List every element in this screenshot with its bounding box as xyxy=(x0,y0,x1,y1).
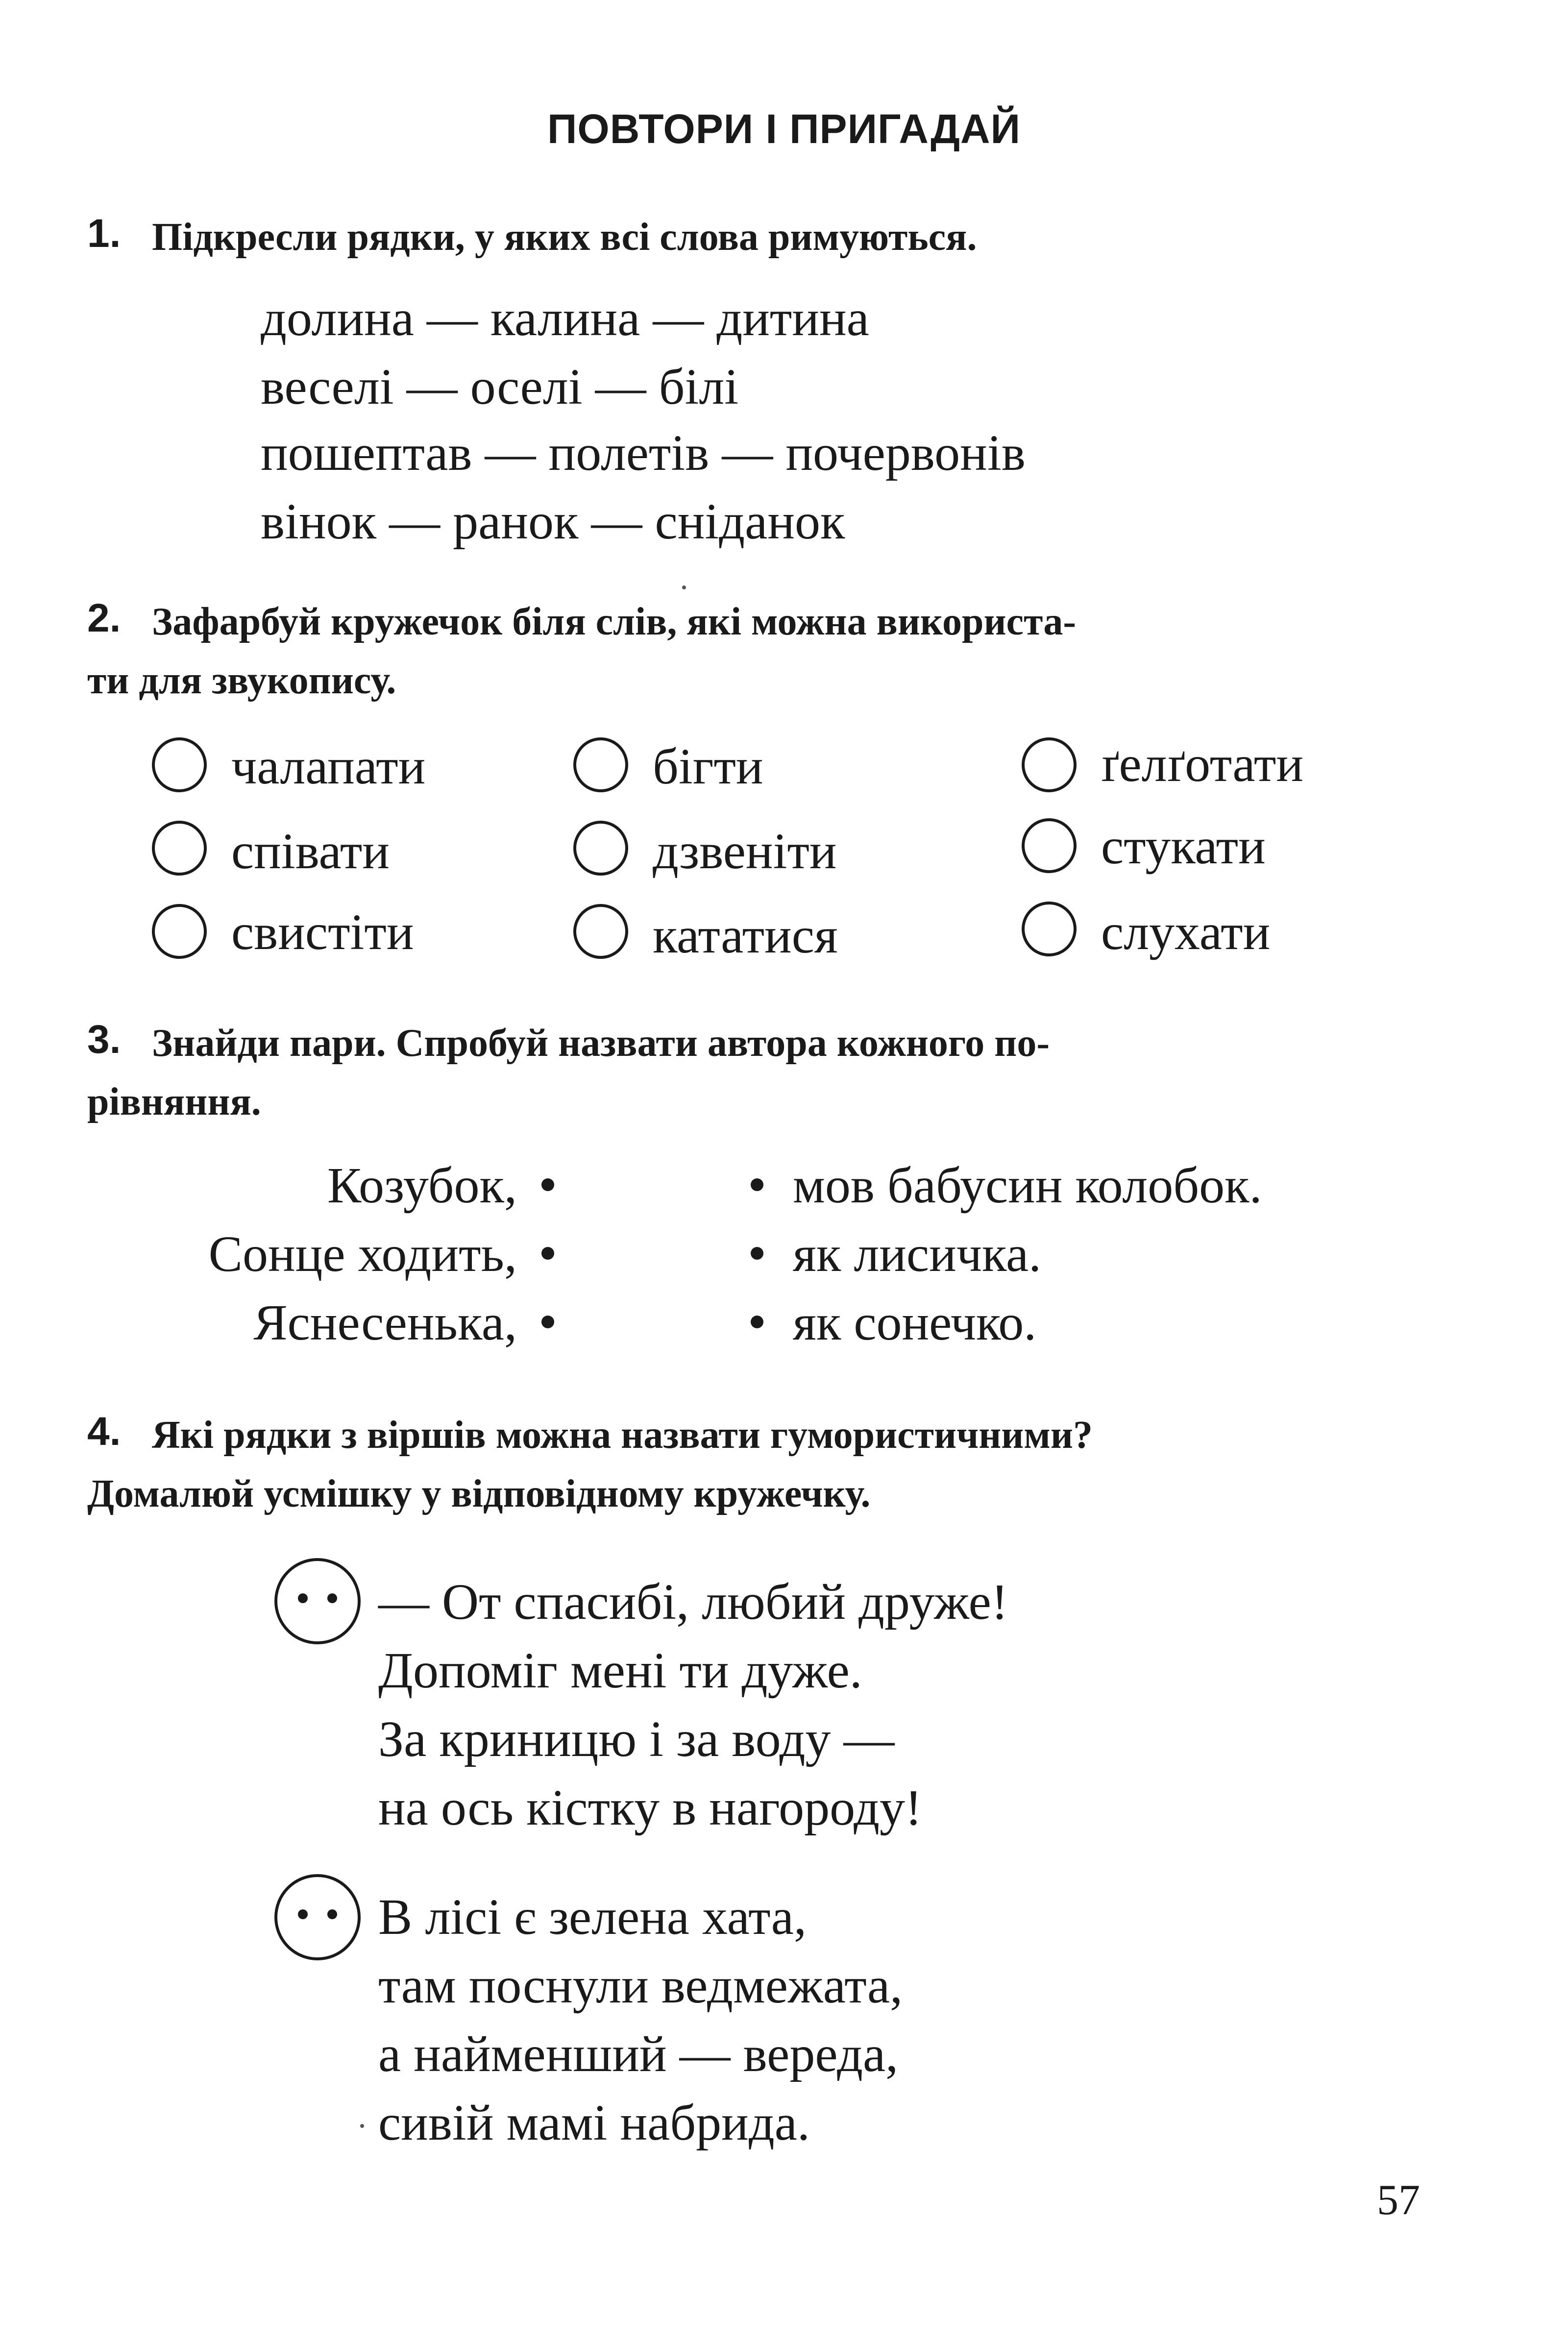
page-number: 57 xyxy=(1377,2176,1420,2224)
poem-1-line: Допоміг мені ти дуже. xyxy=(378,1642,862,1699)
task-2-word: стукати xyxy=(1101,818,1266,875)
task-2-word: бігти xyxy=(653,738,763,795)
smiley-face-circle-2[interactable] xyxy=(274,1874,361,1960)
task-2-word: дзвеніти xyxy=(653,823,837,879)
print-speck xyxy=(682,586,686,589)
task-2-word: кататися xyxy=(653,907,838,964)
task-2-word: свистіти xyxy=(231,904,414,960)
task-1-number: 1. xyxy=(87,211,121,256)
task-3-instruction-line-1: Знайди пари. Спробуй назвати автора кожного по- xyxy=(152,1022,1050,1065)
task-3-left-dot-3[interactable] xyxy=(541,1316,554,1328)
task-3-right-item: як лисичка. xyxy=(793,1226,1042,1282)
task-1-line-3[interactable]: пошептав — полетів — почервонів xyxy=(261,425,1026,481)
task-3-left-item: Сонце ходить, xyxy=(208,1226,517,1282)
task-2-circle-bihty[interactable] xyxy=(573,737,628,792)
eye-icon xyxy=(327,1593,337,1603)
poem-2-line: а найменший — вереда, xyxy=(378,2026,899,2082)
task-2-instruction-line-2: ти для звукопису. xyxy=(87,659,396,702)
eye-icon xyxy=(327,1909,337,1919)
task-4-instruction-line-1: Які рядки з віршів можна назвати гумористичними? xyxy=(152,1414,1093,1457)
page-title: ПОВТОРИ І ПРИГАДАЙ xyxy=(547,106,1021,152)
task-1-line-1[interactable]: долина — калина — дитина xyxy=(261,290,869,346)
task-2-word: слухати xyxy=(1101,904,1271,960)
task-1-line-2[interactable]: веселі — оселі — білі xyxy=(261,359,739,415)
eye-icon xyxy=(298,1909,308,1919)
task-2-circle-slukhaty[interactable] xyxy=(1022,902,1077,956)
task-2-number: 2. xyxy=(87,596,121,640)
poem-1-line: За криницю і за воду — xyxy=(378,1711,895,1767)
task-2-circle-chalapaty[interactable] xyxy=(152,737,207,792)
poem-1-line: на ось кістку в нагороду! xyxy=(378,1780,922,1836)
smiley-face-circle-1[interactable] xyxy=(274,1558,361,1644)
task-3-number: 3. xyxy=(87,1017,121,1062)
task-2-circle-stukaty[interactable] xyxy=(1022,818,1077,873)
task-2-circle-svystity[interactable] xyxy=(152,904,207,959)
task-2-instruction-line-1: Зафарбуй кружечок біля слів, які можна використа- xyxy=(152,600,1076,643)
task-1-line-4[interactable]: вінок — ранок — сніданок xyxy=(261,493,845,550)
task-3-left-item: Яснесенька, xyxy=(253,1294,517,1351)
task-3-right-dot-2[interactable] xyxy=(751,1247,763,1260)
task-2-word: ґелґотати xyxy=(1101,736,1304,792)
task-3-left-dot-1[interactable] xyxy=(541,1178,554,1191)
task-2-circle-dzvenity[interactable] xyxy=(573,821,628,876)
task-3-right-dot-1[interactable] xyxy=(751,1178,763,1191)
task-2-circle-spivaty[interactable] xyxy=(152,821,207,876)
poem-2-line: В лісі є зелена хата, xyxy=(378,1889,807,1945)
task-2-word: чалапати xyxy=(231,738,426,795)
task-3-right-item: як сонечко. xyxy=(793,1294,1037,1351)
poem-2-line: сивій мамі набрида. xyxy=(378,2095,810,2151)
task-2-word: співати xyxy=(231,823,390,879)
task-3-right-dot-3[interactable] xyxy=(751,1316,763,1328)
task-3-instruction-line-2: рівняння. xyxy=(87,1080,261,1123)
task-2-circle-helhotaty[interactable] xyxy=(1022,737,1077,792)
task-1-instruction: Підкресли рядки, у яких всі слова римуються. xyxy=(152,216,977,259)
task-3-left-dot-2[interactable] xyxy=(541,1247,554,1260)
task-3-right-item: мов бабусин колобок. xyxy=(793,1157,1262,1214)
task-4-number: 4. xyxy=(87,1409,121,1454)
task-4-instruction-line-2: Домалюй усмішку у відповідному кружечку. xyxy=(87,1472,871,1515)
poem-1-line: — От спасибі, любий друже! xyxy=(378,1574,1008,1630)
poem-2-line: там поснули ведмежата, xyxy=(378,1957,903,2014)
task-2-circle-katatysia[interactable] xyxy=(573,904,628,959)
print-speck xyxy=(360,2124,364,2128)
task-3-left-item: Козубок, xyxy=(327,1157,517,1214)
eye-icon xyxy=(298,1593,308,1603)
